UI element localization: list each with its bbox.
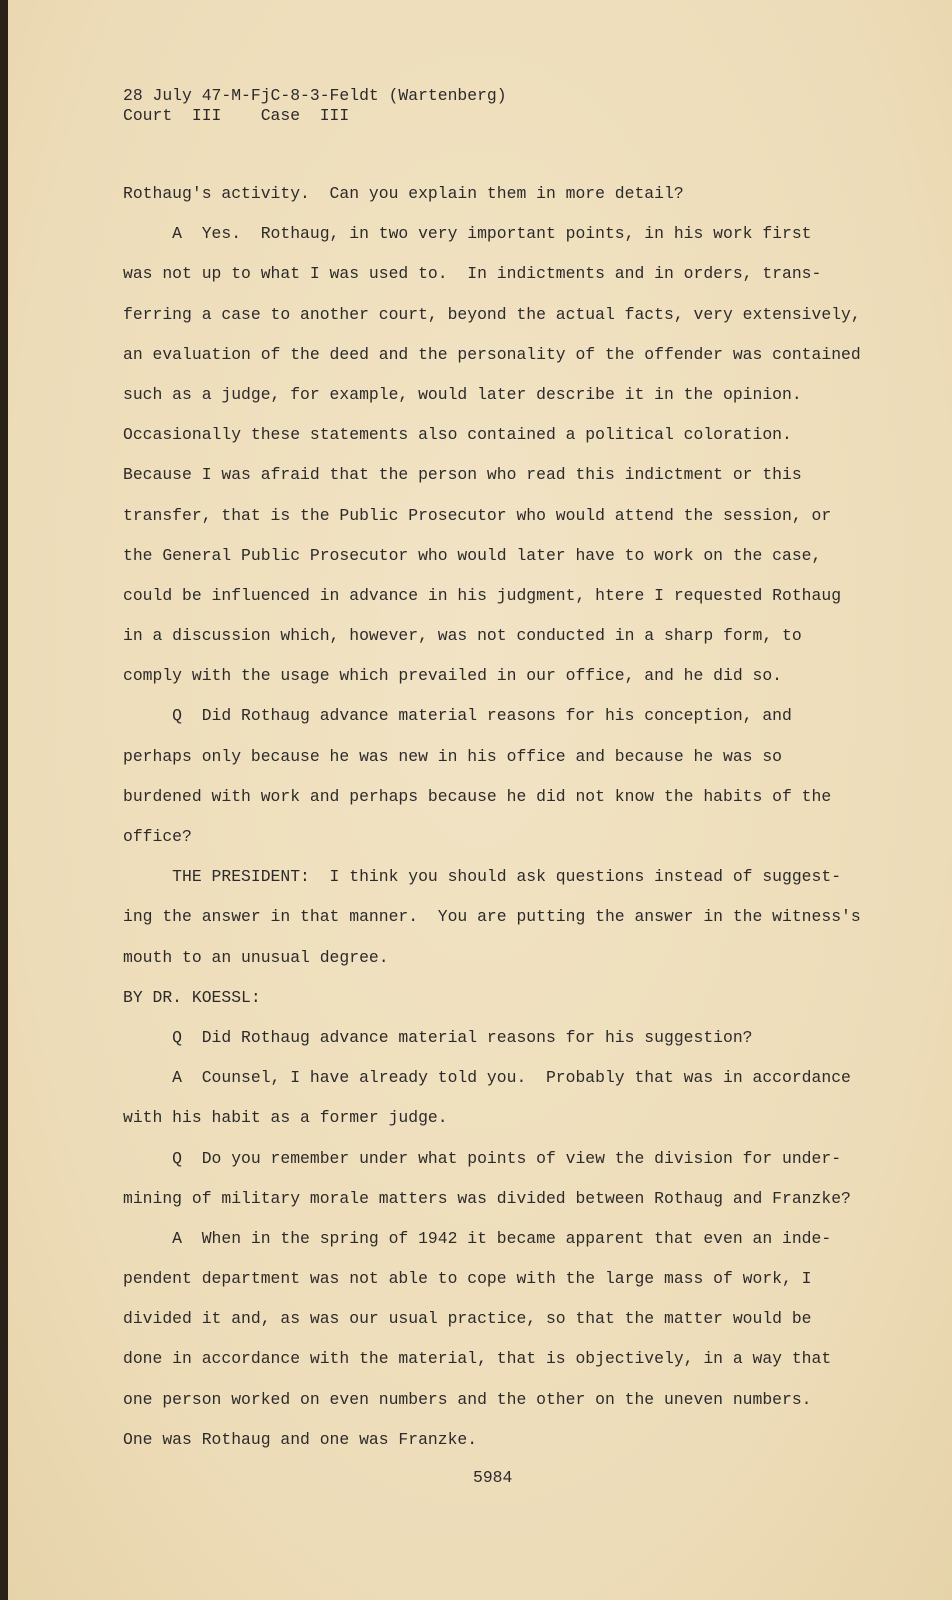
transcript-line: the General Public Prosecutor who would later have to work on the case, (123, 545, 822, 565)
transcript-line: one person worked on even numbers and the other on the uneven numbers. (123, 1389, 812, 1409)
header-court-case: Court III Case III (123, 106, 350, 125)
transcript-line: THE PRESIDENT: I think you should ask questions instead of suggest- (123, 867, 842, 887)
transcript-line: One was Rothaug and one was Franzke. (123, 1429, 478, 1449)
transcript-line: such as a judge, for example, would later describe it in the opinion. (123, 384, 802, 404)
transcript-line: A Yes. Rothaug, in two very important points, in his work first (123, 224, 812, 244)
transcript-line: comply with the usage which prevailed in our office, and he did so. (123, 666, 783, 686)
page-number: 5984 (473, 1468, 513, 1487)
transcript-line: mining of military morale matters was divided between Rothaug and Franzke? (123, 1188, 851, 1208)
transcript-line: Because I was afraid that the person who read this indictment or this (123, 465, 802, 485)
transcript-line: with his habit as a former judge. (123, 1108, 448, 1128)
transcript-line: was not up to what I was used to. In indictments and in orders, trans- (123, 264, 822, 284)
transcript-line: ferring a case to another court, beyond the actual facts, very extensively, (123, 304, 861, 324)
transcript-line: an evaluation of the deed and the personality of the offender was contained (123, 344, 861, 364)
transcript-line: ing the answer in that manner. You are putting the answer in the witness's (123, 907, 861, 927)
transcript-line: Q Do you remember under what points of view the division for under- (123, 1148, 842, 1168)
transcript-line: could be influenced in advance in his judgment, htere I requested Rothaug (123, 585, 842, 605)
header-reference: 28 July 47-M-FjC-8-3-Feldt (Wartenberg) (123, 86, 507, 105)
transcript-line: transfer, that is the Public Prosecutor who would attend the session, or (123, 505, 832, 525)
transcript-line: Rothaug's activity. Can you explain them in more detail? (123, 184, 684, 203)
transcript-line: in a discussion which, however, was not conducted in a sharp form, to (123, 626, 802, 646)
transcript-line: Occasionally these statements also contained a political coloration. (123, 425, 792, 445)
transcript-line: A When in the spring of 1942 it became apparent that even an inde- (123, 1228, 832, 1248)
transcript-line: perhaps only because he was new in his office and because he was so (123, 746, 783, 766)
transcript-body (123, 184, 861, 1470)
transcript-line: done in accordance with the material, that is objectively, in a way that (123, 1349, 832, 1369)
transcript-line: Q Did Rothaug advance material reasons for his suggestion? (123, 1027, 753, 1047)
transcript-line: office? (123, 827, 192, 846)
transcript-line: divided it and, as was our usual practice, so that the matter would be (123, 1309, 812, 1329)
transcript-line: pendent department was not able to cope with the large mass of work, I (123, 1269, 812, 1289)
document-page (8, 0, 952, 1600)
transcript-line: BY DR. KOESSL: (123, 987, 261, 1007)
transcript-line: mouth to an unusual degree. (123, 947, 389, 967)
transcript-line: Q Did Rothaug advance material reasons for his conception, and (123, 706, 792, 726)
transcript-line: burdened with work and perhaps because he did not know the habits of the (123, 786, 832, 806)
transcript-line: A Counsel, I have already told you. Probably that was in accordance (123, 1068, 851, 1088)
